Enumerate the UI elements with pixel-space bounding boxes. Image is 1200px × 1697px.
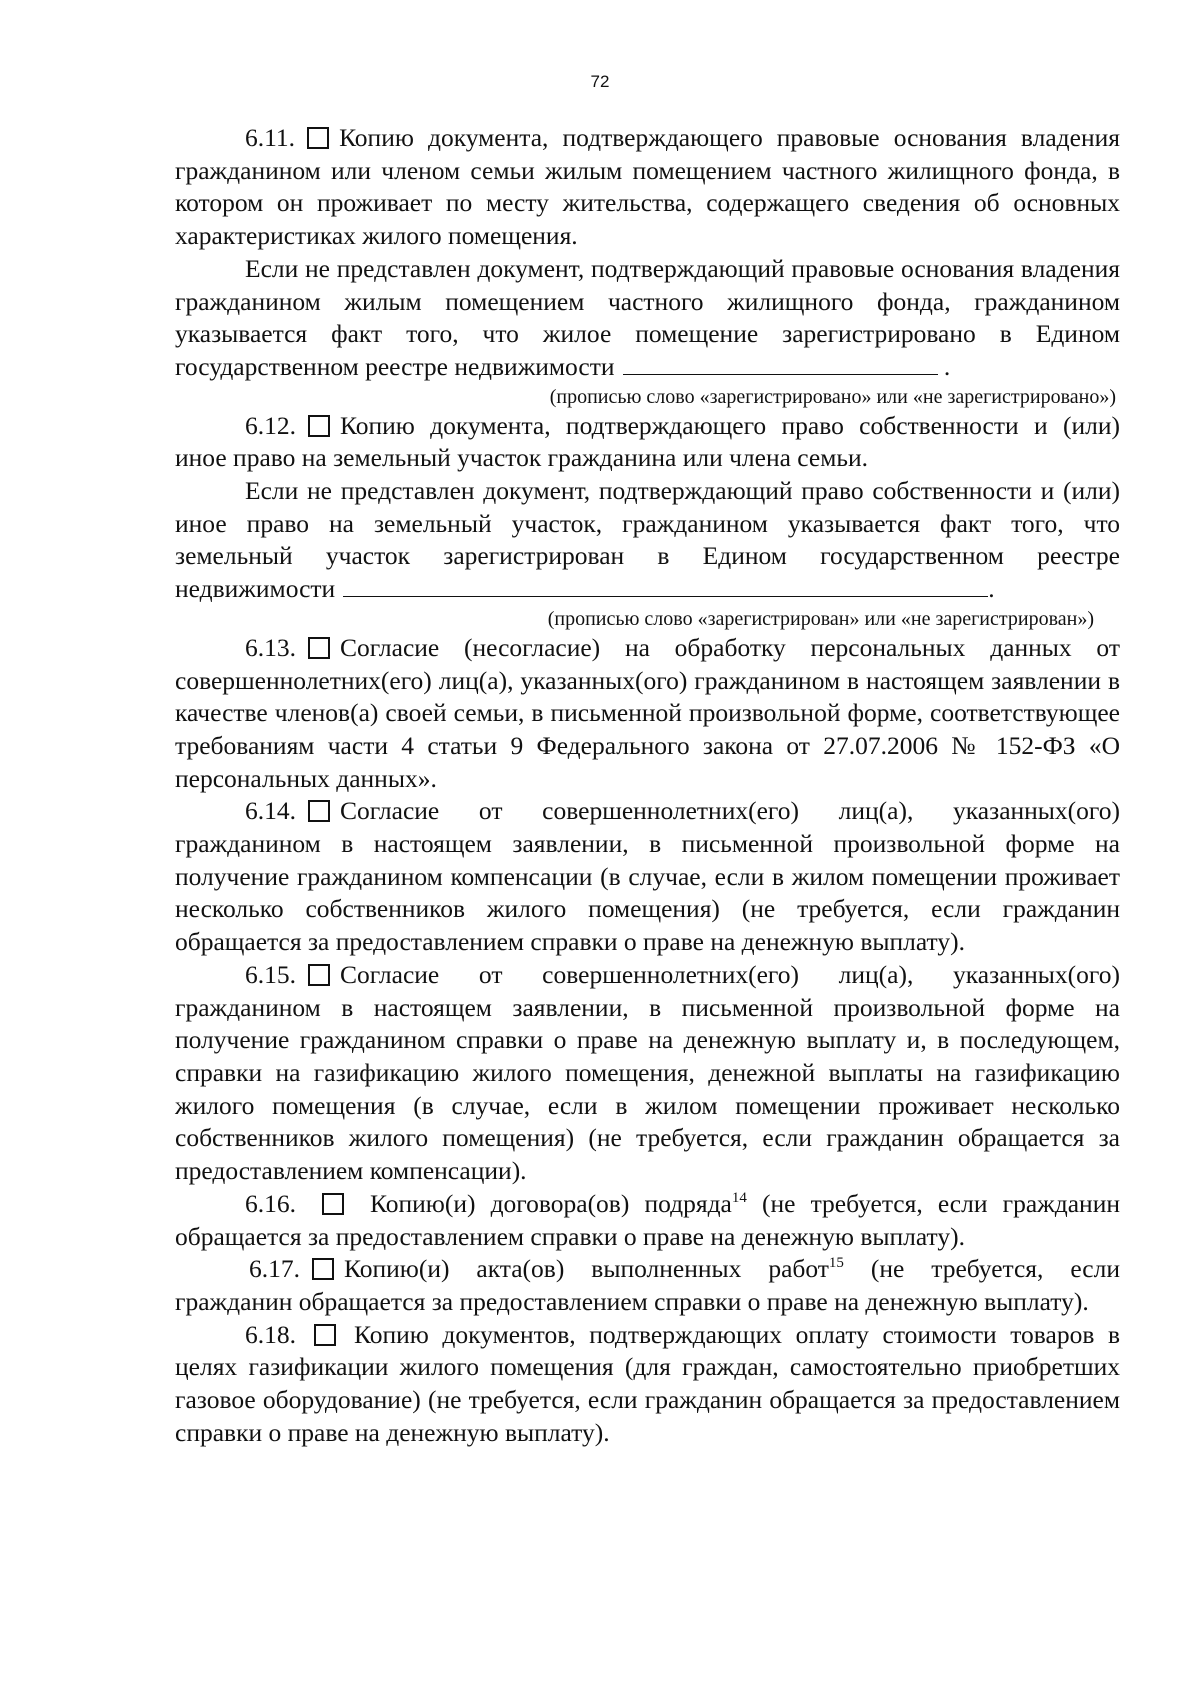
item-number: 6.11. — [245, 123, 296, 152]
note-text: Если не представлен документ, подтверждающий право собственности и (или) иное право на земельный участок, гражданином указывается факт того, что земельный участок зарегистрирован в Едином государственном реестре недвижимости — [175, 476, 1120, 604]
registration-status-field[interactable] — [623, 352, 938, 375]
footnote-ref[interactable]: 15 — [828, 1255, 844, 1272]
page-number: 72 — [590, 72, 610, 91]
period: . — [988, 574, 995, 604]
checkbox-6-12[interactable] — [308, 415, 330, 437]
item-number: 6.17. — [249, 1254, 300, 1284]
item-number: 6.16. — [245, 1188, 296, 1218]
item-6-17 — [175, 1253, 1120, 1318]
period: . — [943, 351, 951, 381]
checkbox-6-18[interactable] — [314, 1324, 336, 1346]
field-hint: (прописью слово «зарегистрирован» или «не зарегистрирован») — [547, 607, 1094, 630]
item-number: 6.14. — [245, 796, 296, 826]
item-6-18 — [175, 1319, 1120, 1450]
item-6-15 — [175, 959, 1120, 1188]
item-text: Согласие от совершеннолетних(его) лиц(а), указанных(ого) гражданином в настоящем заявлении, в письменной произвольной форме на получение гражданином компенсации (в случае, если в жилом помещении проживает несколько собственников жилого помещения) (не требуется, если гражданин обращается за предоставлением справки о праве на денежную выплату). — [175, 796, 1120, 957]
item-6-11-note — [175, 253, 1120, 384]
item-text-cont: (не требуется, если гражданин обращается за предоставлением справки о праве на денежную выплату). — [175, 1188, 1120, 1251]
checkbox-6-17[interactable] — [312, 1258, 334, 1280]
item-text-cont: (не требуется, если гражданин обращается за предоставлением справки о праве на денежную выплату). — [175, 1254, 1121, 1316]
item-text: Копию(и) акта(ов) выполненных работ — [344, 1254, 829, 1284]
checkbox-6-13[interactable] — [308, 637, 330, 659]
item-text: Согласие от совершеннолетних(его) лиц(а), указанных(ого) гражданином в настоящем заявлении, в письменной произвольной форме на получение гражданином справки о праве на денежную выплату и, в последующем, справки на газификацию жилого помещения, денежной выплаты на газификацию жилого помещения (в случае, если в жилом помещении проживает несколько собственников жилого помещения) (не требуется, если гражданин обращается за предоставлением компенсации). — [175, 959, 1120, 1186]
item-6-11 — [175, 122, 1120, 253]
item-number: 6.18. — [245, 1319, 296, 1349]
checkbox-6-11[interactable] — [307, 127, 329, 149]
item-text: Копию документа, подтверждающего правовые основания владения гражданином или членом семьи жилым помещением частного жилищного фонда, в котором он проживает по месту жительства, содержащего сведения об основных характеристиках жилого помещения. — [175, 123, 1120, 251]
item-text: Копию(и) договора(ов) подряда — [370, 1188, 732, 1218]
checkbox-6-16[interactable] — [322, 1193, 344, 1215]
document-body — [175, 122, 1120, 1449]
checkbox-6-14[interactable] — [308, 800, 330, 822]
item-number: 6.13. — [245, 632, 296, 662]
item-6-14 — [175, 795, 1120, 959]
note-text: Если не представлен документ, подтверждающий правовые основания владения гражданином жилым помещением частного жилищного фонда, гражданином указывается факт того, что жилое помещение зарегистрировано в Едином государственном реестре недвижимости — [175, 253, 1120, 381]
field-hint: (прописью слово «зарегистрировано» или «не зарегистрировано») — [549, 385, 1116, 408]
item-number: 6.15. — [245, 959, 296, 989]
footnote-ref[interactable]: 14 — [731, 1189, 747, 1206]
checkbox-6-15[interactable] — [308, 964, 330, 986]
item-number: 6.12. — [245, 410, 296, 440]
item-text: Копию документов, подтверждающих оплату стоимости товаров в целях газификации жилого помещения (для граждан, самостоятельно приобретших газовое оборудование) (не требуется, если гражданин обращается за предоставлением справки о праве на денежную выплату). — [175, 1319, 1120, 1447]
item-6-12 — [175, 410, 1120, 475]
item-text: Копию документа, подтверждающего право собственности и (или) иное право на земельный участок гражданина или члена семьи. — [175, 410, 1120, 473]
item-6-13 — [175, 632, 1120, 796]
item-6-12-note — [175, 475, 1120, 606]
item-6-16 — [175, 1188, 1120, 1253]
land-registration-status-field[interactable] — [343, 574, 988, 597]
item-text: Согласие (несогласие) на обработку персональных данных от совершеннолетних(его) лиц(а), указанных(ого) гражданином в настоящем заявлении в качестве членов(а) своей семьи, в письменной произвольной форме, соответствующее требованиям части 4 статьи 9 Федерального закона от 27.07.2006 № 152-ФЗ «О персональных данных». — [175, 632, 1120, 793]
